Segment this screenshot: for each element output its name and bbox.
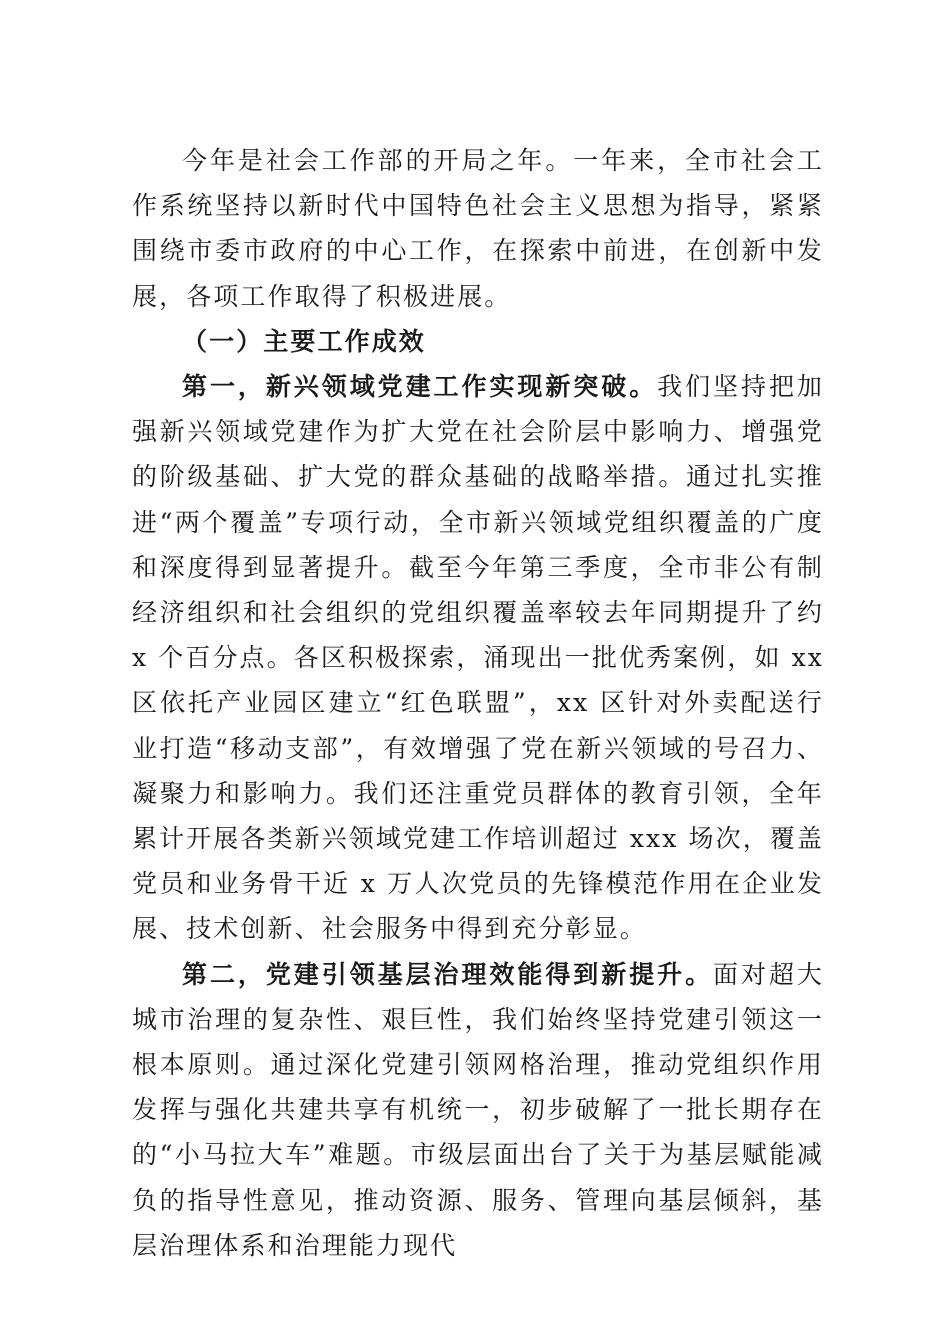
paragraph-body: 我们坚持把加强新兴领域党建作为扩大党在社会阶层中影响力、增强党的阶级基础、扩大党的群众基础的战略举措。通过扎实推进“两个覆盖”专项行动，全市新兴领域党组织覆盖的广度和深度得到显著提升。截至今年第三季度，全市非公有制经济组织和社会组织的党组织覆盖率较去年同期提升了约 x 个百分点。各区积极探索，涌现出一批优秀案例，如 xx 区依托产业园区建立“红色联盟”，xx 区针对外卖配送行业打造“移动支部”，有效增强了党在新兴领域的号召力、凝聚力和影响力。我们还注重党员群体的教育引领，全年累计开展各类新兴领域党建工作培训超过 xxx 场次，覆盖党员和业务骨干近 x 万人次党员的先锋模范作用在企业发展、技术创新、社会服务中得到充分彰显。 [132,372,825,944]
intro-paragraph: 今年是社会工作部的开局之年。一年来，全市社会工作系统坚持以新时代中国特色社会主义思想为指导，紧紧围绕市委市政府的中心工作，在探索中前进，在创新中发展，各项工作取得了积极进展。 [132,146,824,311]
paragraph-body: 面对超大城市治理的复杂性、艰巨性，我们始终坚持党建引领这一根本原则。通过深化党建引领网格治理，推动党组织作用发挥与强化共建共享有机统一，初步破解了一批长期存在的“小马拉大车”难题。市级层面出台了关于为基层赋能减负的指导性意见，推动资源、服务、管理向基层倾斜，基层治理体系和治理能力现代 [132,959,824,1260]
paragraph-lead: 第二，党建引领基层治理效能得到新提升。 [182,959,714,989]
section-heading: （一）主要工作成效 [182,326,426,356]
document-body [132,138,824,1268]
paragraph-second [132,952,824,1268]
paragraph-first [132,364,824,952]
paragraph-lead: 第一，新兴领域党建工作实现新突破。 [182,372,658,402]
